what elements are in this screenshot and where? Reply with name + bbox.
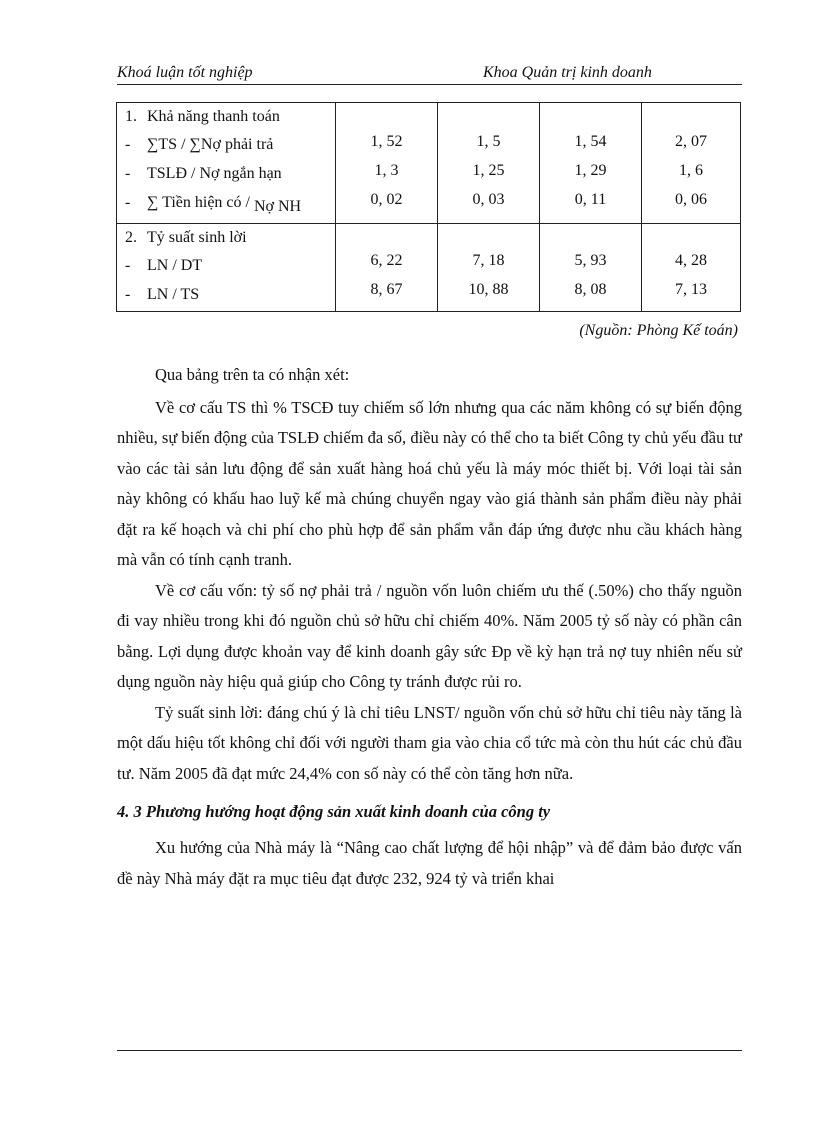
header-right-title: Khoa Quản trị kinh doanh	[483, 64, 652, 81]
group-number: 1.	[125, 108, 137, 125]
row-label-text: LN / DT	[147, 257, 203, 274]
value: 1, 54	[574, 133, 607, 150]
row-label-subscript: Nợ NH	[253, 198, 302, 215]
section-heading: 4. 3 Phương hướng hoạt động sản xuất kinh doanh của công ty	[117, 802, 551, 821]
paragraph: Qua bảng trên ta có nhận xét:	[155, 365, 350, 384]
value: 0, 11	[574, 191, 607, 208]
value: 1, 6	[679, 162, 703, 179]
value: 0, 02	[370, 191, 403, 208]
paragraph: Xu hướng của Nhà máy là “Nâng cao chất lượng để hội nhập” và để đảm bảo được vấn đề này Nhà máy đặt ra mục tiêu đạt được 232, 924 tỷ và triển khai	[117, 838, 742, 888]
value: 1, 52	[370, 133, 403, 150]
value-cell	[336, 103, 438, 224]
table-row	[117, 224, 741, 312]
row-label	[117, 251, 335, 280]
value: 10, 88	[468, 281, 509, 298]
body-text	[117, 360, 742, 894]
value: 8, 08	[574, 281, 607, 298]
group-title-text: Tỷ suất sinh lời	[147, 229, 247, 246]
value: 7, 13	[675, 281, 707, 298]
group-title	[117, 224, 335, 251]
row-label	[117, 280, 335, 309]
group-label-cell	[117, 103, 336, 224]
value-cell	[540, 224, 642, 312]
value-cell	[540, 103, 642, 224]
financial-ratios-table	[116, 102, 741, 312]
row-dash: -	[125, 286, 131, 303]
value-cell	[336, 224, 438, 312]
value: 6, 22	[370, 252, 403, 269]
row-label	[117, 130, 335, 159]
value: 7, 18	[472, 252, 505, 269]
value: 4, 28	[675, 252, 707, 269]
value: 0, 06	[675, 191, 707, 208]
table-source-note: (Nguồn: Phòng Kế toán)	[579, 322, 738, 339]
group-title	[117, 103, 335, 130]
footer-divider	[117, 1050, 742, 1051]
value: 5, 93	[574, 252, 607, 269]
value: 8, 67	[370, 281, 403, 298]
row-label-text: TSLĐ / Nợ ngắn hạn	[147, 165, 282, 182]
value: 0, 03	[472, 191, 505, 208]
group-number: 2.	[125, 229, 137, 246]
group-title-text: Khả năng thanh toán	[147, 108, 280, 125]
row-dash: -	[125, 136, 131, 153]
paragraph: Tỷ suất sinh lời: đáng chú ý là chỉ tiêu LNST/ nguồn vốn chủ sở hữu chỉ tiêu này tăng là một dấu hiệu tốt không chỉ đối với người tham gia vào chia cổ tức mà còn thu hút các chủ đầu tư. Năm 2005 đã đạt mức 24,4% con số này có thể còn tăng hơn nữa.	[117, 702, 742, 783]
paragraph: Về cơ cấu TS thì % TSCĐ tuy chiếm số lớn nhưng qua các năm không có sự biến động nhiều, sự biến động của TSLĐ chiếm đa số, điều này có thể cho ta biết Công ty chủ yếu đầu tư vào các tài sản lưu động để sản xuất hàng hoá chủ yếu là máy móc thiết bị. Với loại tài sản này không có khấu hao luỹ kế mà chúng chuyển ngay vào giá thành sản phẩm điều này phải đặt ra kế hoạch và chi phí cho phù hợp để sản phẩm vẫn đáp ứng được nhu cầu khách hàng mà vẫn có tính cạnh tranh.	[117, 397, 742, 569]
value-cell	[642, 224, 741, 312]
value: 1, 25	[472, 162, 505, 179]
page-header	[117, 62, 742, 85]
row-label	[117, 188, 335, 217]
value-cell	[438, 224, 540, 312]
row-dash: -	[125, 194, 131, 211]
value: 2, 07	[675, 133, 707, 150]
row-dash: -	[125, 165, 131, 182]
table-row	[117, 103, 741, 224]
group-label-cell	[117, 224, 336, 312]
paragraph: Về cơ cấu vốn: tỷ số nợ phải trả / nguồn vốn luôn chiếm ưu thế (.50%) cho thấy nguồn đi vay nhiều trong khi đó nguồn chủ sở hữu chỉ chiếm 40%. Năm 2005 tỷ số này có phần cân bằng. Lợi dụng được khoản vay để kinh doanh gây sức Đp về kỳ hạn trả nợ tuy nhiên nếu sử dụng nguồn này hiệu quả giúp cho Công ty tránh được rủi ro.	[117, 580, 742, 691]
row-label-text: ∑TS / ∑Nợ phải trả	[147, 136, 274, 153]
value-cell	[438, 103, 540, 224]
header-left-title: Khoá luận tốt nghiệp	[117, 64, 253, 81]
value: 1, 29	[574, 162, 607, 179]
value: 1, 3	[374, 162, 399, 179]
row-label-text: LN / TS	[147, 286, 200, 303]
row-dash: -	[125, 257, 131, 274]
row-label-text: ∑ Tiền hiện có /	[147, 194, 254, 211]
value-cell	[642, 103, 741, 224]
row-label	[117, 159, 335, 188]
value: 1, 5	[476, 133, 501, 150]
